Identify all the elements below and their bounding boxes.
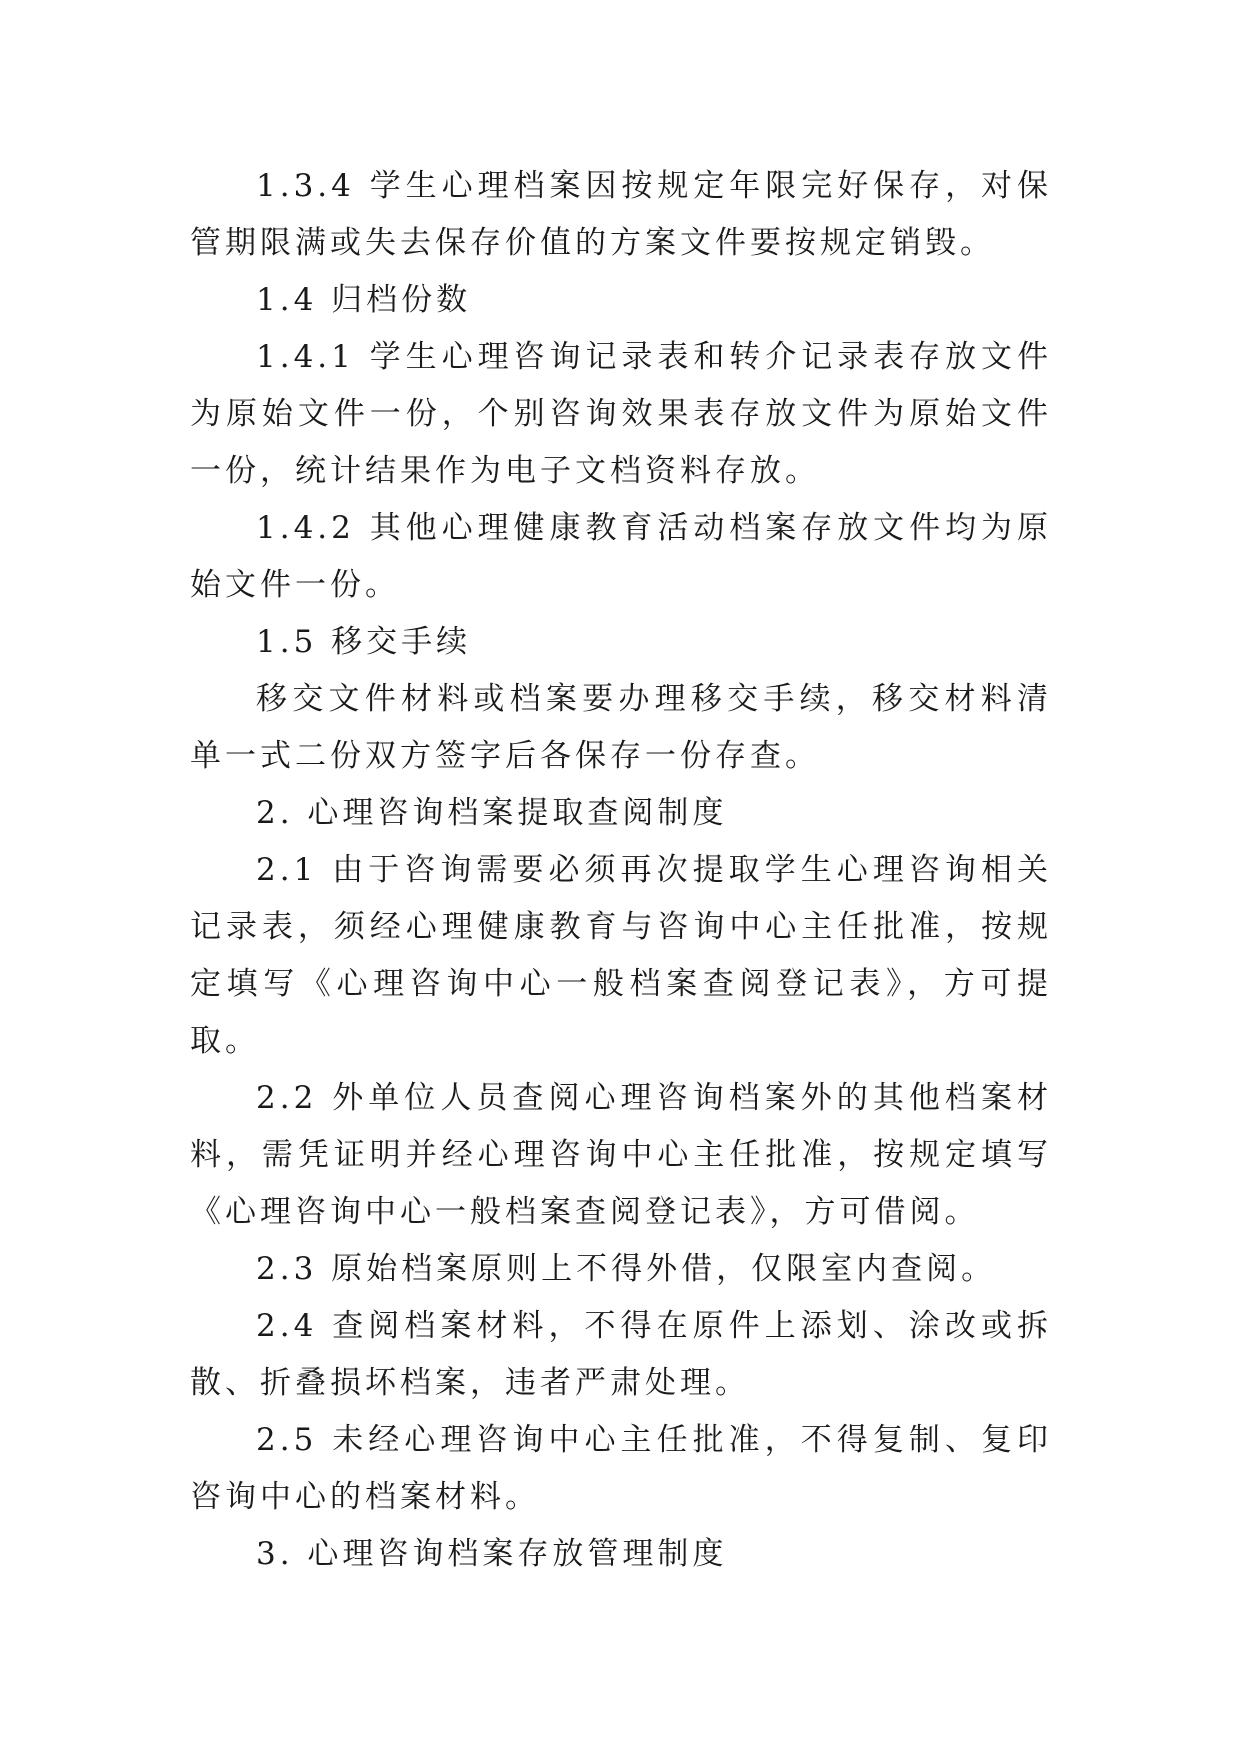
heading-2: 2. 心理咨询档案提取查阅制度 xyxy=(256,795,728,831)
paragraph-1-4-2: 1.4.2 其他心理健康教育活动档案存放文件均为原始文件一份。 xyxy=(190,510,1052,603)
heading-1-4: 1.4 归档份数 xyxy=(256,282,472,318)
paragraph-1-4-1: 1.4.1 学生心理咨询记录表和转介记录表存放文件为原始文件一份，个别咨询效果表存放文件为原始文件一份，统计结果作为电子文档资料存放。 xyxy=(190,339,1052,489)
heading-1-5: 1.5 移交手续 xyxy=(256,624,472,660)
paragraph-2-4: 2.4 查阅档案材料，不得在原件上添划、涂改或拆散、折叠损坏档案，违者严肃处理。 xyxy=(190,1308,1052,1401)
heading-3: 3. 心理咨询档案存放管理制度 xyxy=(256,1536,728,1572)
paragraph-transfer: 移交文件材料或档案要办理移交手续，移交材料清单一式二份双方签字后各保存一份存查。 xyxy=(190,681,1052,774)
paragraph-2-1: 2.1 由于咨询需要必须再次提取学生心理咨询相关记录表，须经心理健康教育与咨询中心主任批准，按规定填写《心理咨询中心一般档案查阅登记表》，方可提取。 xyxy=(190,852,1052,1059)
paragraph-2-3: 2.3 原始档案原则上不得外借，仅限室内查阅。 xyxy=(256,1251,997,1287)
paragraph-2-5: 2.5 未经心理咨询中心主任批准，不得复制、复印咨询中心的档案材料。 xyxy=(190,1422,1052,1515)
document-body xyxy=(190,158,1052,1583)
paragraph-2-2: 2.2 外单位人员查阅心理咨询档案外的其他档案材料，需凭证明并经心理咨询中心主任批准，按规定填写《心理咨询中心一般档案查阅登记表》，方可借阅。 xyxy=(190,1080,1052,1230)
paragraph-1-3-4: 1.3.4 学生心理档案因按规定年限完好保存，对保管期限满或失去保存价值的方案文件要按规定销毁。 xyxy=(190,168,1052,261)
